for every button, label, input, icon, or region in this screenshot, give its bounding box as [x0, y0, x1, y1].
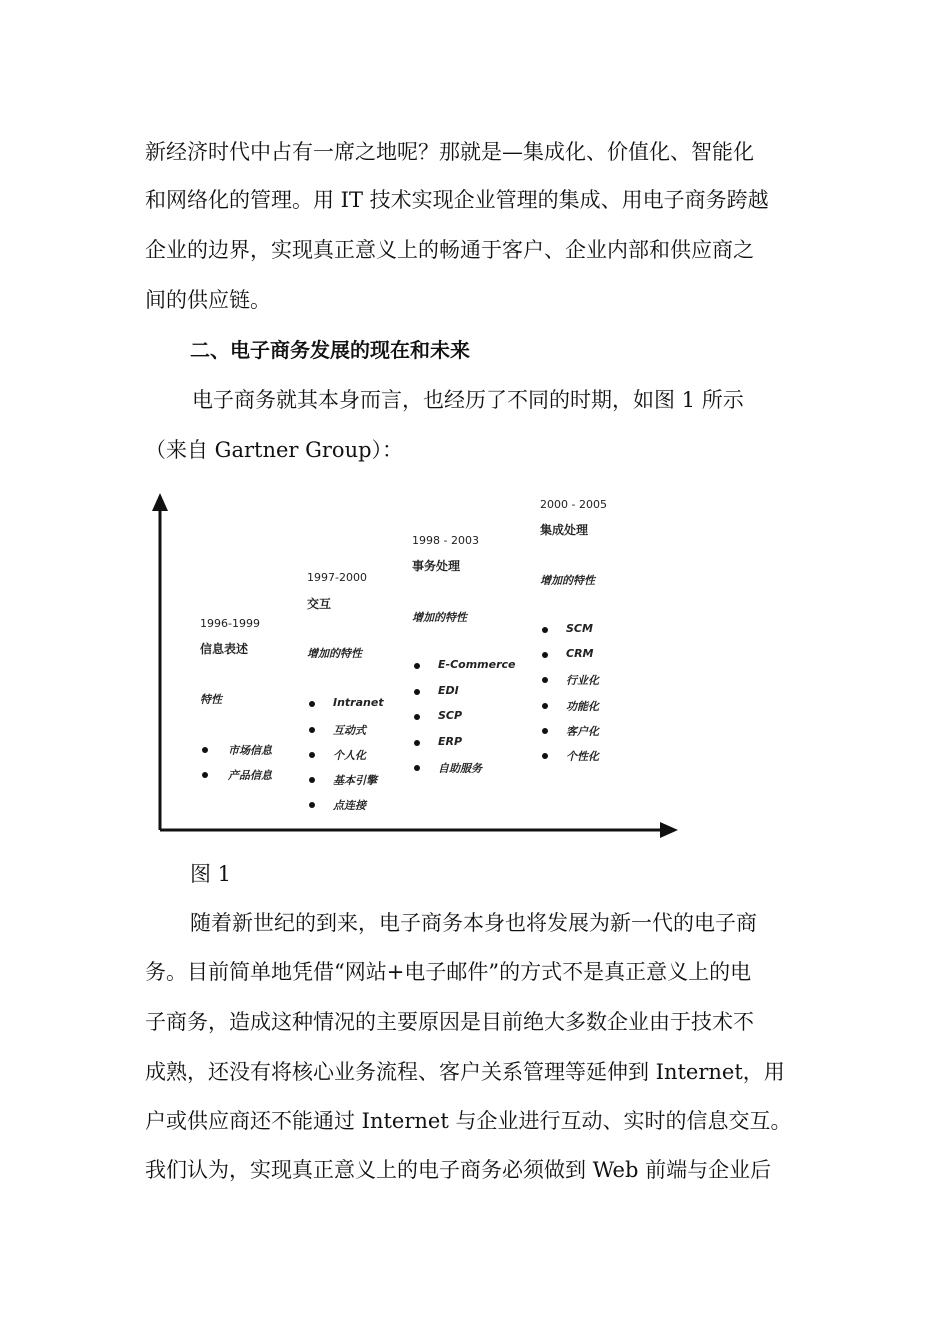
stage-item: CRM: [566, 647, 594, 660]
bullet-icon: [542, 728, 548, 734]
bullet-icon: [309, 701, 315, 707]
stage-title: 交互: [307, 597, 332, 611]
bullet-icon: [542, 627, 548, 633]
bullet-icon: [309, 802, 315, 808]
stage-item: SCP: [438, 709, 463, 722]
text-line: 电子商务就其本身而言，也经历了不同的时期，如图 1 所示: [192, 388, 744, 412]
stage-item: 行业化: [566, 674, 599, 687]
stage-item: 基本引擎: [333, 774, 377, 787]
text-line: 务。目前简单地凭借“网站+电子邮件”的方式不是真正意义上的电: [145, 960, 752, 984]
figure-1: [140, 485, 700, 855]
bullet-icon: [202, 772, 208, 778]
stage-item: SCM: [566, 622, 593, 635]
bullet-icon: [542, 753, 548, 759]
bullet-icon: [414, 714, 420, 720]
bullet-icon: [414, 765, 420, 771]
stage-item: E-Commerce: [438, 658, 516, 671]
stage-item: 功能化: [566, 700, 599, 713]
stage-title: 信息表述: [200, 642, 249, 656]
figure-caption: 图 1: [190, 862, 232, 886]
bullet-icon: [542, 677, 548, 683]
bullet-icon: [542, 703, 548, 709]
stage-feature: 增加的特性: [307, 647, 362, 660]
stage-item: 点连接: [333, 799, 366, 812]
stage-years: 1998 - 2003: [412, 534, 479, 547]
bullet-icon: [202, 747, 208, 753]
text-line: 新经济时代中占有一席之地呢？那就是—集成化、价值化、智能化: [145, 140, 754, 164]
text-line: 和网络化的管理。用 IT 技术实现企业管理的集成、用电子商务跨越: [145, 188, 769, 212]
stage-feature: 增加的特性: [412, 611, 467, 624]
text-line: 我们认为，实现真正意义上的电子商务必须做到 Web 前端与企业后: [145, 1158, 772, 1182]
stage-years: 1997-2000: [307, 571, 367, 584]
text-line: 随着新世纪的到来，电子商务本身也将发展为新一代的电子商: [190, 911, 757, 935]
stage-item: 产品信息: [228, 769, 272, 782]
stage-item: 市场信息: [228, 744, 272, 757]
bullet-icon: [414, 740, 420, 746]
bullet-icon: [309, 777, 315, 783]
bullet-icon: [542, 652, 548, 658]
bullet-icon: [309, 727, 315, 733]
section-heading: 二、电子商务发展的现在和未来: [190, 338, 470, 362]
bullet-icon: [414, 663, 420, 669]
text-line: 子商务，造成这种情况的主要原因是目前绝大多数企业由于技术不: [145, 1010, 754, 1034]
stage-title: 集成处理: [540, 523, 589, 537]
stage-item: ERP: [438, 735, 463, 748]
stage-years: 1996-1999: [200, 617, 260, 630]
stage-item: 客户化: [566, 725, 599, 738]
text-line: 户或供应商还不能通过 Internet 与企业进行互动、实时的信息交互。: [145, 1109, 792, 1133]
stage-item: 自助服务: [438, 762, 482, 775]
stage-item: Intranet: [333, 696, 384, 709]
stage-item: 个人化: [333, 749, 366, 762]
text-line: （来自 Gartner Group）：: [145, 438, 404, 462]
stage-years: 2000 - 2005: [540, 498, 607, 511]
stage-item: 个性化: [566, 750, 599, 763]
stage-item: EDI: [438, 684, 459, 697]
stage-feature: 特性: [200, 693, 222, 706]
stage-item: 互动式: [333, 724, 366, 737]
stage-title: 事务处理: [412, 559, 461, 573]
bullet-icon: [309, 752, 315, 758]
text-line: 成熟，还没有将核心业务流程、客户关系管理等延伸到 Internet，用: [145, 1060, 785, 1084]
text-line: 间的供应链。: [145, 288, 271, 312]
stage-feature: 增加的特性: [540, 574, 595, 587]
bullet-icon: [414, 689, 420, 695]
text-line: 企业的边界，实现真正意义上的畅通于客户、企业内部和供应商之: [145, 238, 754, 262]
